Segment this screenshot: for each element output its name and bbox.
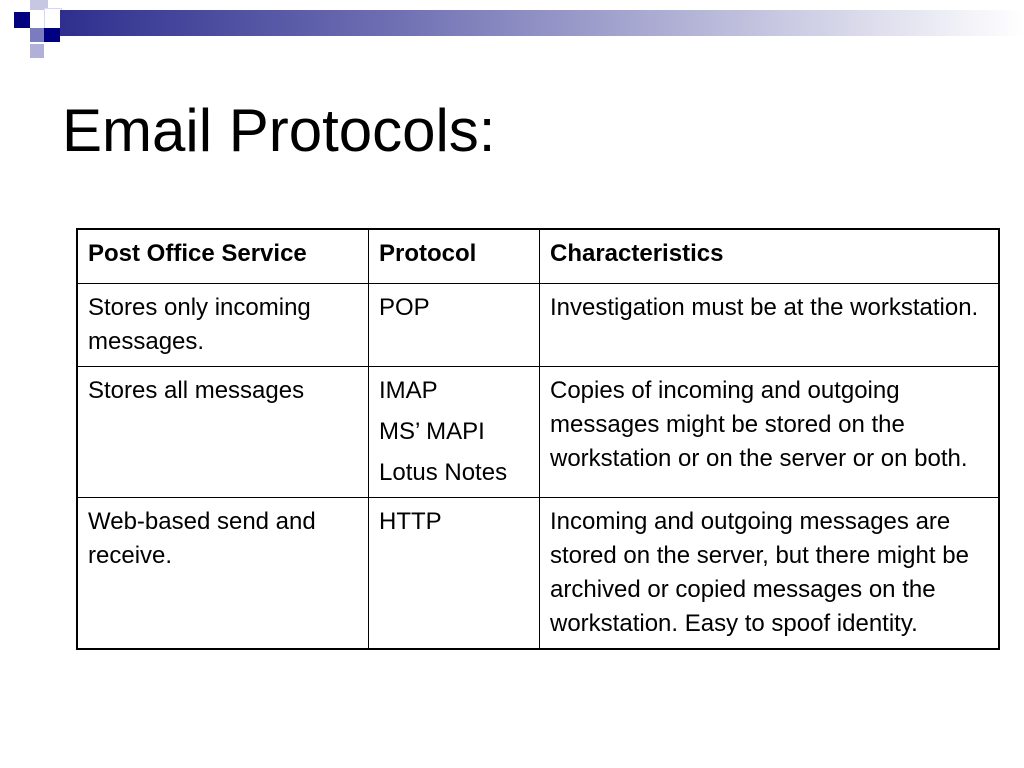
protocol-cell	[369, 498, 540, 650]
service-cell: Web-based send and receive.	[77, 498, 369, 650]
table-header-row	[77, 229, 999, 284]
protocol-cell	[369, 367, 540, 498]
characteristics-cell: Copies of incoming and outgoing messages might be stored on the workstation or on the server or on both.	[540, 367, 1000, 498]
decor-square	[30, 28, 44, 42]
protocol-item: POP	[379, 294, 430, 321]
header-post-office-service: Post Office Service	[77, 229, 369, 284]
decor-square	[14, 12, 30, 28]
header-characteristics: Characteristics	[540, 229, 1000, 284]
decor-square	[44, 28, 60, 42]
header-gradient-bar	[60, 10, 1024, 36]
slide-decoration	[0, 0, 1024, 70]
protocol-item: IMAP	[379, 377, 438, 404]
slide-title: Email Protocols:	[62, 97, 496, 164]
service-cell: Stores only incoming messages.	[77, 284, 369, 367]
protocol-item: HTTP	[379, 508, 442, 535]
protocol-item: MS’ MAPI	[379, 418, 485, 445]
protocols-table	[76, 228, 1000, 650]
header-protocol: Protocol	[369, 229, 540, 284]
table-row	[77, 367, 999, 498]
table-row	[77, 498, 999, 650]
protocol-cell	[369, 284, 540, 367]
table-row	[77, 284, 999, 367]
decor-square	[30, 44, 44, 58]
characteristics-cell: Investigation must be at the workstation.	[540, 284, 1000, 367]
characteristics-cell: Incoming and outgoing messages are stored on the server, but there might be archived or copied messages on the workstation. Easy to spoof identity.	[540, 498, 1000, 650]
service-cell: Stores all messages	[77, 367, 369, 498]
protocol-item: Lotus Notes	[379, 459, 508, 486]
